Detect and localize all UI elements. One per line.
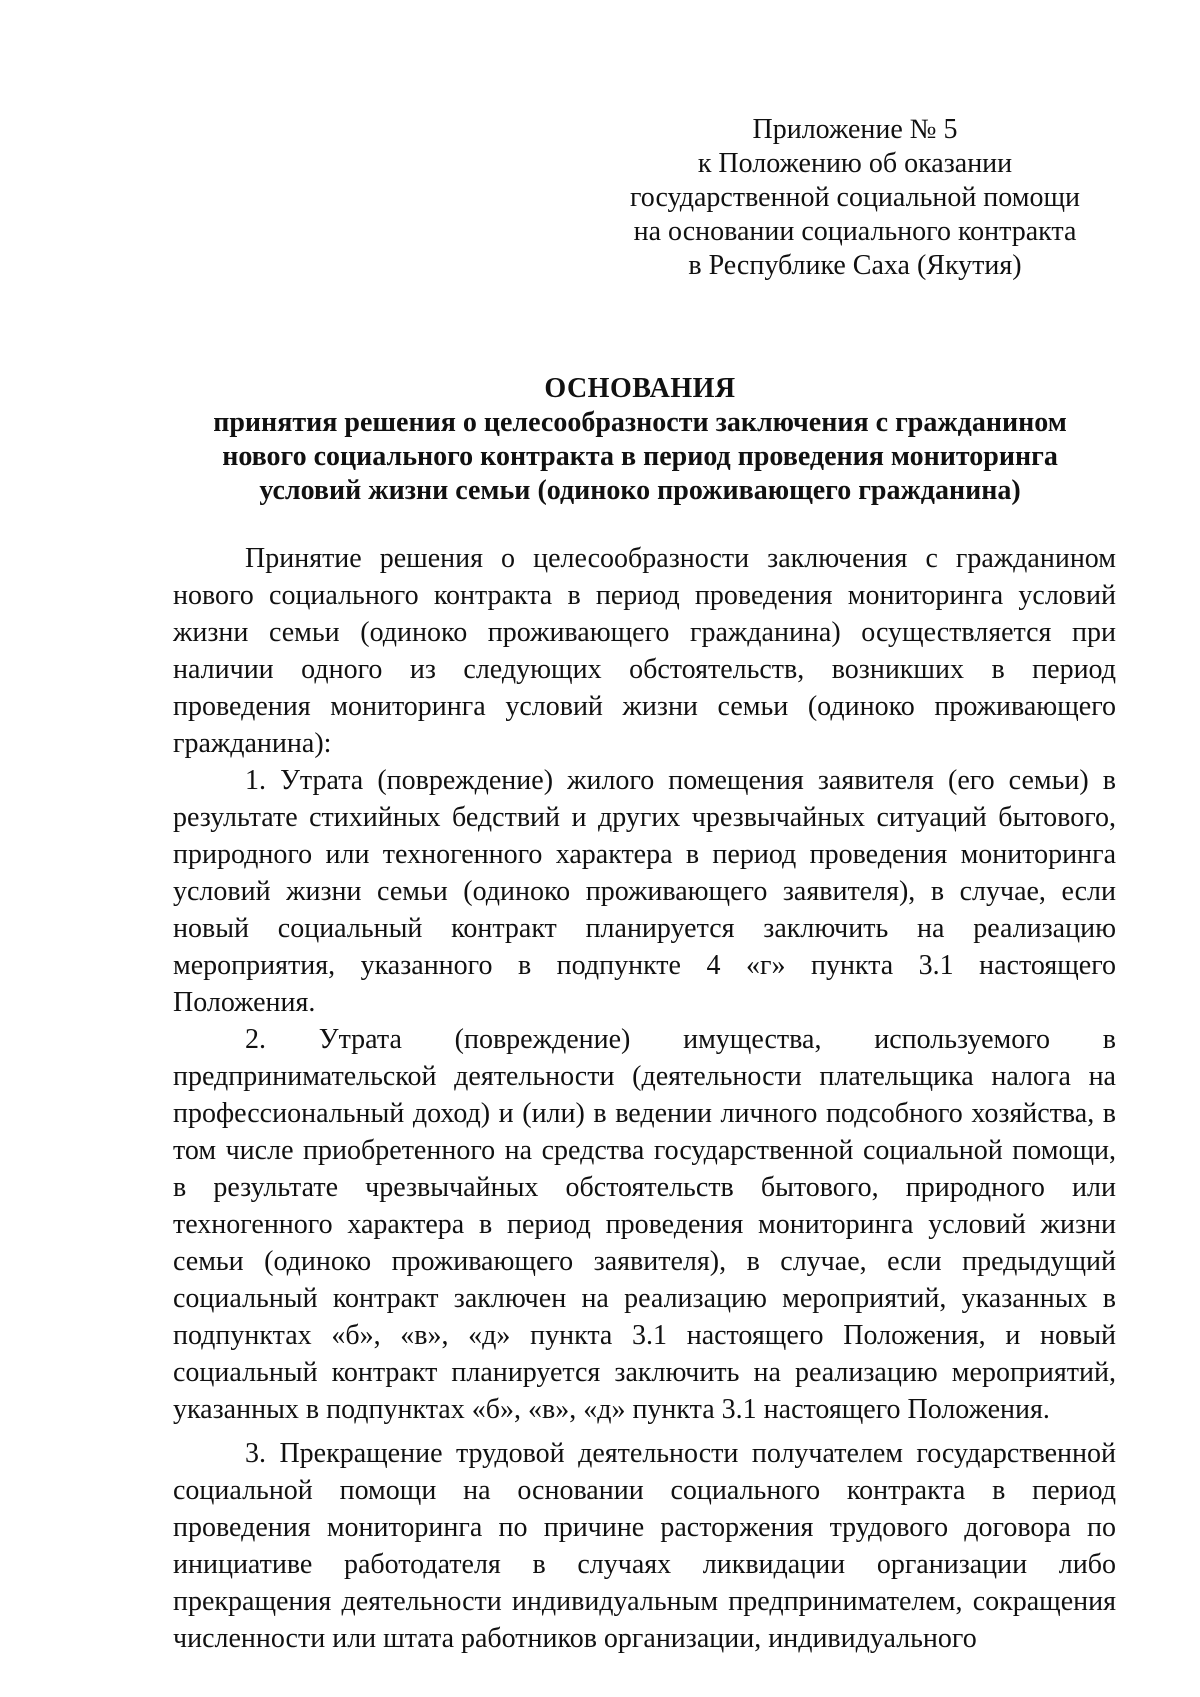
title-line: принятия решения о целесообразности заключения с гражданином [213,407,1067,438]
appendix-line: в Республике Саха (Якутия) [688,250,1022,281]
title-line: нового социального контракта в период проведения мониторинга [222,441,1058,472]
title-main: ОСНОВАНИЯ [544,373,736,404]
document-title [170,372,1110,508]
document-body [173,540,1116,1657]
appendix-line: к Положению об оказании [697,148,1013,179]
appendix-line: на основании социального контракта [633,216,1077,247]
appendix-header [620,113,1090,283]
list-item-1: 1. Утрата (повреждение) жилого помещения заявителя (его семьи) в результате стихийных бедствий и других чрезвычайных ситуаций бытового, природного или техногенного характера в период проведения мониторинга условий жизни семьи (одиноко проживающего заявителя), в случае, если новый социальный контракт планируется заключить на реализацию мероприятия, указанного в подпункте 4 «г» пункта 3.1 настоящего Положения. [173,765,1116,1018]
appendix-line: государственной социальной помощи [629,182,1081,213]
appendix-line: Приложение № 5 [752,114,958,145]
list-item-2: 2. Утрата (повреждение) имущества, используемого в предпринимательской деятельности (деятельности плательщика налога на профессиональный доход) и (или) в ведении личного подсобного хозяйства, в том числе приобретенного на средства государственной социальной помощи, в результате чрезвычайных обстоятельств бытового, природного или техногенного характера в период проведения мониторинга условий жизни семьи (одиноко проживающего заявителя), в случае, если предыдущий социальный контракт заключен на реализацию мероприятий, указанных в подпунктах «б», «в», «д» пункта 3.1 настоящего Положения, и новый социальный контракт планируется заключить на реализацию мероприятий, указанных в подпунктах «б», «в», «д» пункта 3.1 настоящего Положения. [173,1024,1116,1425]
intro-paragraph: Принятие решения о целесообразности заключения с гражданином нового социального контракта в период проведения мониторинга условий жизни семьи (одиноко проживающего гражданина) осуществляется при наличии одного из следующих обстоятельств, возникших в период проведения мониторинга условий жизни семьи (одиноко проживающего гражданина): [173,543,1116,759]
list-item-3: 3. Прекращение трудовой деятельности получателем государственной социальной помощи на основании социального контракта в период проведения мониторинга по причине расторжения трудового договора по инициативе работодателя в случаях ликвидации организации либо прекращения деятельности индивидуальным предпринимателем, сокращения численности или штата работников организации, индивидуального [173,1438,1116,1654]
title-line: условий жизни семьи (одиноко проживающего гражданина) [259,475,1021,506]
